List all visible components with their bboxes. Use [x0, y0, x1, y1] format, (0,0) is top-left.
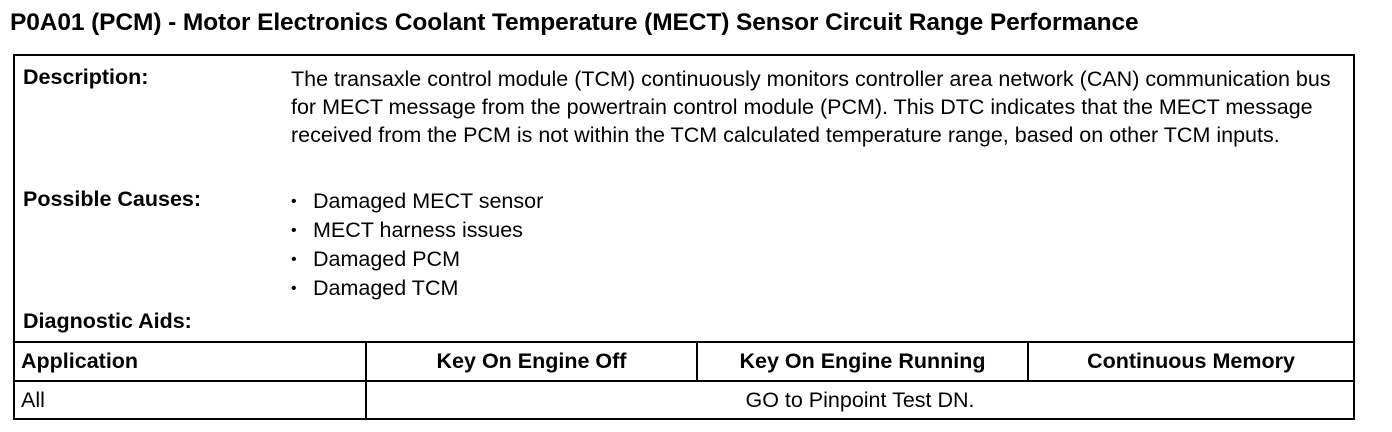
- diagnostic-table: [15, 341, 1353, 419]
- action-cell: GO to Pinpoint Test DN.: [366, 381, 1353, 419]
- possible-causes-label: Possible Causes:: [23, 187, 202, 211]
- column-header-koeo: Key On Engine Off: [366, 342, 697, 381]
- description-text: The transaxle control module (TCM) continuously monitors controller area network (CAN) communication bus for MECT message from the powertrain control module (PCM). This DTC indicates that the MECT message received from the PCM is not within the TCM calculated temperature range, based on other TCM inputs.: [291, 67, 1331, 147]
- table-header-row: [15, 342, 1353, 381]
- list-item: [291, 187, 543, 216]
- diagnostic-aids-label: Diagnostic Aids:: [23, 309, 192, 333]
- application-cell: All: [15, 381, 366, 419]
- bullet-icon: •: [291, 222, 297, 239]
- table-row: [15, 381, 1353, 419]
- cause-text: Damaged MECT sensor: [313, 189, 544, 213]
- description-label: Description:: [23, 65, 149, 89]
- cause-text: Damaged TCM: [313, 276, 459, 300]
- list-item: [291, 245, 543, 274]
- bullet-icon: •: [291, 251, 297, 268]
- list-item: [291, 274, 543, 303]
- dtc-info-box: [13, 54, 1355, 420]
- bullet-icon: •: [291, 193, 297, 210]
- bullet-icon: •: [291, 280, 297, 297]
- column-header-application: Application: [15, 342, 366, 381]
- column-header-continuous-memory: Continuous Memory: [1028, 342, 1353, 381]
- column-header-koer: Key On Engine Running: [697, 342, 1028, 381]
- cause-text: Damaged PCM: [313, 247, 460, 271]
- possible-causes-list: [291, 187, 543, 303]
- list-item: [291, 216, 543, 245]
- cause-text: MECT harness issues: [313, 218, 523, 242]
- page-title: P0A01 (PCM) - Motor Electronics Coolant Temperature (MECT) Sensor Circuit Range Performance: [10, 9, 1139, 36]
